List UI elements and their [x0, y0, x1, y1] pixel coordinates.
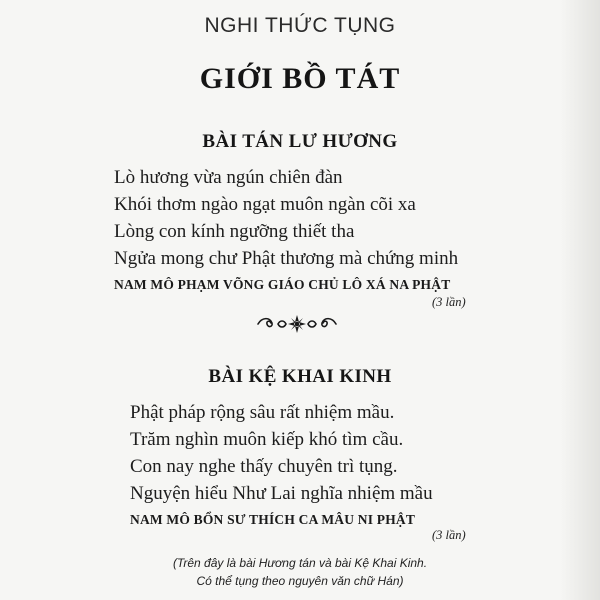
- section-heading-khai-kinh: BÀI KỆ KHAI KINH: [208, 366, 392, 387]
- repeat-count: (3 lần): [432, 528, 466, 542]
- verse-line: Phật pháp rộng sâu rất nhiệm mầu.: [130, 402, 395, 423]
- series-heading: NGHI THỨC TỤNG: [204, 14, 396, 37]
- verse-line: Lò hương vừa ngún chiên đàn: [114, 167, 343, 188]
- verse-line: Khói thơm ngào ngạt muôn ngàn cõi xa: [114, 194, 416, 215]
- verse-khai-kinh: [130, 399, 433, 507]
- invocation-thich-ca: NAM MÔ BỔN SƯ THÍCH CA MÂU NI PHẬT: [130, 512, 416, 527]
- footnote-line: Có thể tụng theo nguyên văn chữ Hán): [196, 574, 404, 588]
- verse-line: Con nay nghe thấy chuyên trì tụng.: [130, 456, 398, 477]
- footnote-line: (Trên đây là bài Hương tán và bài Kệ Khai Kinh.: [172, 556, 428, 570]
- section-heading-tan-lu-huong: BÀI TÁN LƯ HƯƠNG: [202, 131, 398, 152]
- page-title: GIỚI BỒ TÁT: [199, 62, 401, 95]
- verse-line: Nguyện hiểu Như Lai nghĩa nhiệm mầu: [130, 483, 433, 504]
- flower-scroll-divider-icon: [256, 314, 338, 334]
- verse-line: Ngửa mong chư Phật thương mà chứng minh: [114, 248, 459, 269]
- verse-line: Lòng con kính ngưỡng thiết tha: [114, 221, 355, 242]
- invocation-lo-xa-na: NAM MÔ PHẠM VÕNG GIÁO CHỦ LÔ XÁ NA PHẬT: [114, 277, 451, 292]
- verse-tan-lu-huong: [114, 164, 458, 272]
- repeat-count: (3 lần): [432, 295, 466, 309]
- verse-line: Trăm nghìn muôn kiếp khó tìm cầu.: [130, 429, 404, 450]
